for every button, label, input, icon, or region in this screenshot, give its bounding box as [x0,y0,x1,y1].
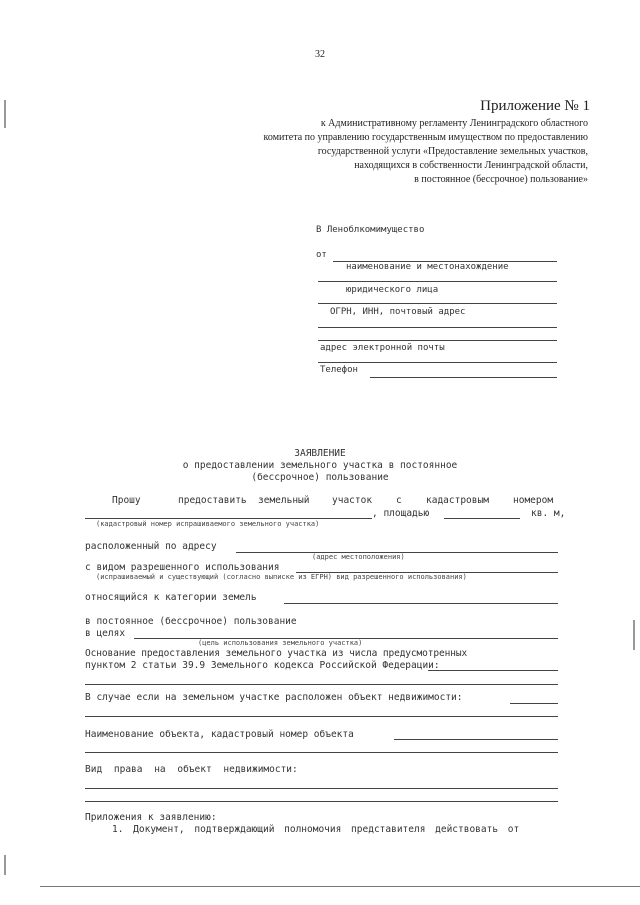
request-word-2: предоставить [178,495,247,506]
property-label: В случае если на земельном участке расположен объект недвижимости: [85,692,463,703]
grounds-line-blank [428,670,558,671]
area-unit: кв. м, [531,508,566,519]
page-number: 32 [315,49,325,60]
object-line [394,739,558,740]
use-caption: (испрашиваемый и существующий (согласно выписке из ЕГРН) вид разрешенного использования) [96,573,467,581]
from-label: от [316,250,327,260]
phone-label: Телефон [320,365,358,375]
appendix-line-5: в постоянное (бессрочное) пользование» [414,174,588,185]
attachments-label: Приложения к заявлению: [85,812,217,823]
name-caption-2: юридического лица [346,285,439,295]
object-label: Наименование объекта, кадастровый номер объекта [85,729,354,740]
address-label: расположенный по адресу [85,541,217,552]
name-line-2 [318,303,557,304]
address-caption: (адрес местоположения) [312,553,405,561]
perpetual-label: в постоянное (бессрочное) пользование [85,616,297,627]
appendix-title: Приложение № 1 [480,98,590,114]
grounds-line-1: Основание предоставления земельного участка из числа предусмотренных [85,648,468,659]
appendix-line-2: комитета по управлению государственным имуществом по предоставлению [263,132,588,143]
email-line [318,362,557,363]
right-line [85,788,558,789]
request-word-1: Прошу [112,495,141,506]
request-word-4: участок [332,495,373,506]
bottom-scan-line [40,886,640,887]
cadastral-caption: (кадастровый номер испрашиваемого земельного участка) [96,520,320,528]
grounds-line-2: пунктом 2 статьи 39.9 Земельного кодекса Российской Федерации: [85,660,440,671]
request-word-6: кадастровым [426,495,489,506]
object-line-2 [85,752,558,753]
appendix-line-3: государственной услуги «Предоставление земельных участков, [317,146,588,157]
purpose-label: в целях [85,628,126,639]
ogrn-line-2 [318,340,557,341]
category-label: относящийся к категории земель [85,592,257,603]
scan-edge-left-lower [4,855,6,875]
property-line [510,703,558,704]
ogrn-line [318,327,557,328]
scan-edge-left [4,100,6,128]
appendix-line-4: находящихся в собственности Ленинградской области, [354,160,588,171]
request-word-3: земельный [258,495,310,506]
addressee-to: В Леноблкомимущество [316,225,425,235]
phone-line [370,377,557,378]
use-label: с видом разрешенного использования [85,562,280,573]
right-line-2 [85,801,558,802]
request-word-5: с [396,495,402,506]
area-label: , площадью [372,508,430,519]
cadastral-line [85,518,372,519]
right-label: Вид права на объект недвижимости: [85,764,298,775]
category-line [284,603,558,604]
application-subtitle-1: о предоставлении земельного участка в постоянное [182,460,458,471]
email-label: адрес электронной почты [320,343,445,353]
application-title: ЗАЯВЛЕНИЕ [294,448,346,459]
property-line-2 [85,716,558,717]
appendix-line-1: к Административному регламенту Ленинградского областного [320,118,588,129]
scan-edge-right [633,620,635,650]
request-word-7: номером [513,495,554,506]
name-caption: наименование и местонахождение [346,262,509,272]
ogrn-caption: ОГРН, ИНН, почтовый адрес [330,307,466,317]
attachment-1: 1. Документ, подтверждающий полномочия представителя действовать от [112,824,520,835]
application-subtitle-2: (бессрочное) пользование [251,472,389,483]
area-line [444,518,520,519]
name-line [318,281,557,282]
purpose-caption: (цель использования земельного участка) [198,639,363,647]
grounds-line-blank-2 [85,684,558,685]
